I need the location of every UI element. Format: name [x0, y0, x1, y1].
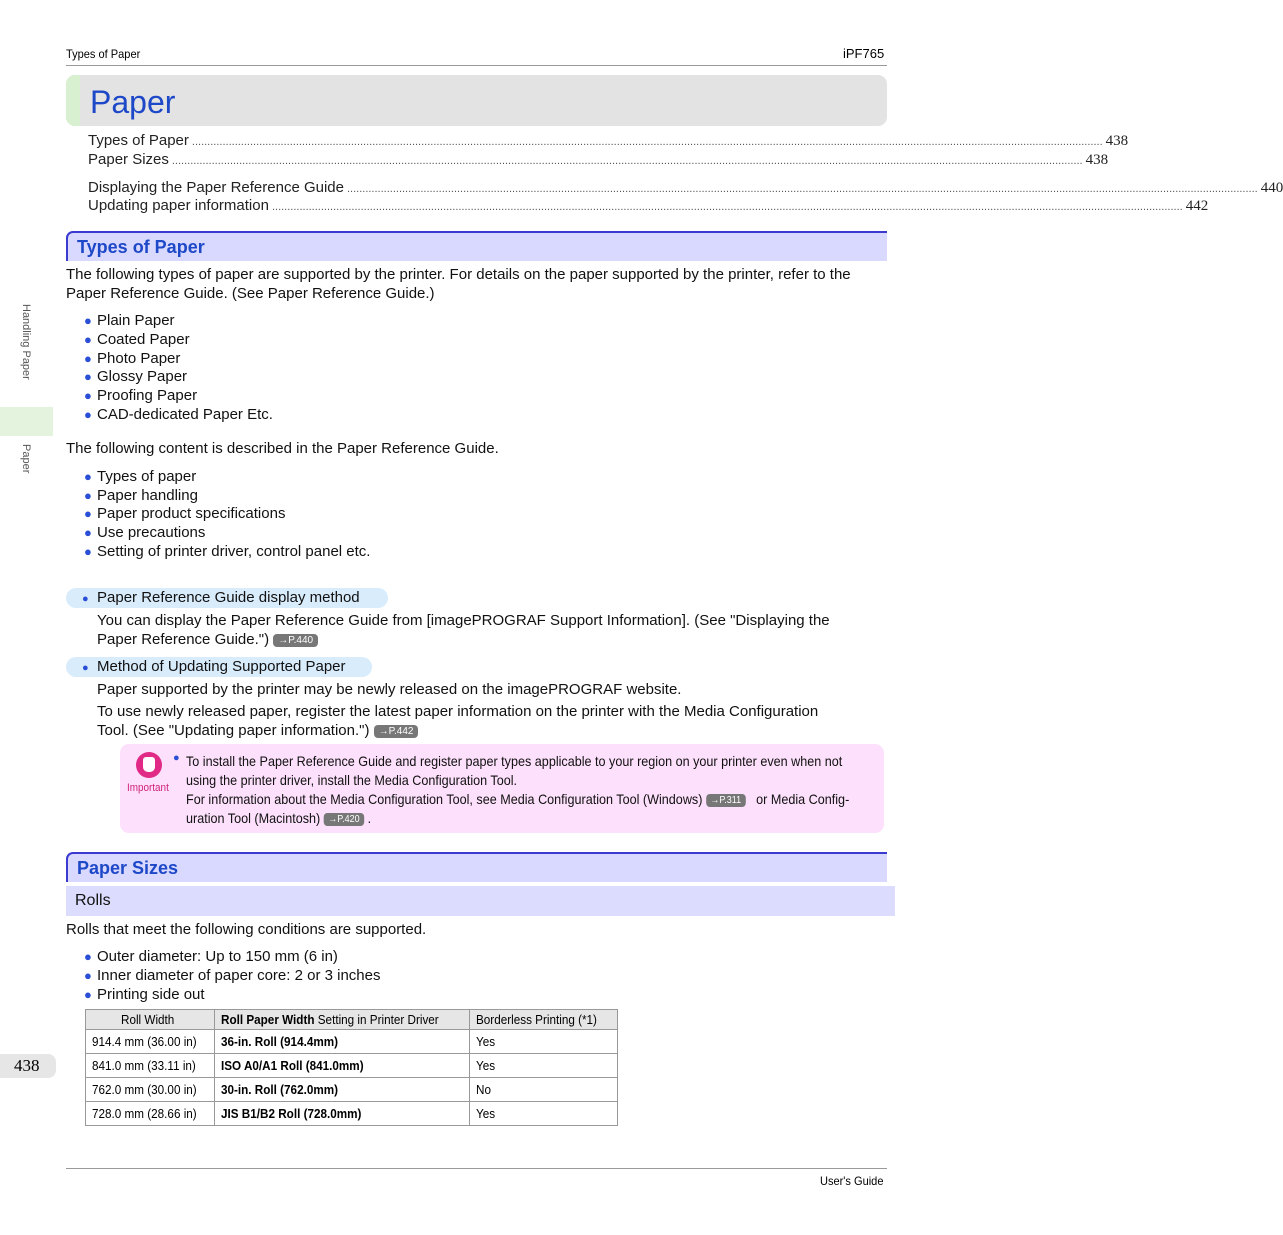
chapter-title: Paper	[90, 84, 176, 120]
table-cell: ISO A0/A1 Roll (841.0mm)	[215, 1054, 470, 1078]
content-intro: The following content is described in the Paper Reference Guide.	[66, 440, 499, 457]
toc-entry[interactable]: Types of Paper .......................................................................................................................................................................................................................................................................................................... 438	[88, 132, 1129, 149]
bullet-icon: ●	[84, 506, 92, 521]
subheading-rolls: Rolls	[66, 886, 895, 916]
footer-rule	[66, 1168, 887, 1169]
list-item: ● Photo Paper	[84, 350, 181, 367]
toc-entry[interactable]: Displaying the Paper Reference Guide .......................................................................................................................................................................................................................................................................................................... 440	[88, 179, 1283, 196]
table-cell: 914.4 mm (36.00 in)	[86, 1030, 215, 1054]
side-tab-marker	[0, 407, 53, 436]
table-header: Roll Paper Width Setting in Printer Driver	[215, 1010, 470, 1030]
important-label: Important	[127, 782, 169, 794]
bullet-icon: ●	[84, 388, 92, 403]
list-item: ● Types of paper	[84, 468, 197, 485]
table-header: Roll Width	[86, 1010, 215, 1030]
list-item: ● Inner diameter of paper core: 2 or 3 inches	[84, 967, 381, 984]
important-text: To install the Paper Reference Guide and register paper types applicable to your region on your printer even when not using the printer driver, install the Media Configuration Tool. For information about the Media Configuration Tool, see Media Configuration Tool (Windows) →P.311 or Media Config- uration Tool (Macintosh) →P.420 .	[186, 753, 850, 826]
bullet-icon: ●	[82, 662, 89, 674]
table-cell: No	[470, 1078, 617, 1102]
list-item: ● Printing side out	[84, 986, 205, 1003]
update-method-text-2: To use newly released paper, register the latest paper information on the printer with the Media Configuration Tool. (See "Updating paper information.") →P.442	[97, 703, 819, 739]
toc-entry[interactable]: Paper Sizes .......................................................................................................................................................................................................................................................................................................... 438	[88, 151, 1109, 168]
bullet-icon: ●	[173, 752, 180, 764]
important-hand-icon	[136, 752, 162, 778]
bullet-icon: ●	[84, 351, 92, 366]
list-item: ● Setting of printer driver, control panel etc.	[84, 543, 371, 560]
side-tab-section: Paper	[20, 444, 32, 474]
bullet-icon: ●	[84, 369, 92, 384]
header-rule	[66, 65, 887, 66]
bullet-icon: ●	[82, 593, 89, 605]
running-footer: User's Guide	[820, 1174, 884, 1188]
list-item: ● Coated Paper	[84, 331, 190, 348]
bullet-icon: ●	[84, 525, 92, 540]
types-intro: The following types of paper are supported by the printer. For details on the paper supported by the printer, refer to the Paper Reference Guide. (See Paper Reference Guide.)	[66, 266, 851, 302]
bullet-icon: ●	[84, 469, 92, 484]
list-item: ● Plain Paper	[84, 312, 175, 329]
table-cell: Yes	[470, 1030, 617, 1054]
page-ref-link[interactable]: →P.420	[324, 813, 364, 826]
table-cell: JIS B1/B2 Roll (728.0mm)	[215, 1102, 470, 1126]
running-header-right: iPF765	[843, 46, 885, 61]
page-number-tab: 438	[0, 1054, 56, 1078]
chapter-banner-accent	[66, 75, 80, 126]
table-cell: 30-in. Roll (762.0mm)	[215, 1078, 470, 1102]
side-tab-chapter: Handling Paper	[20, 304, 32, 380]
roll-width-table	[85, 1009, 618, 1126]
list-item: ● Glossy Paper	[84, 368, 188, 385]
bullet-icon: ●	[84, 488, 92, 503]
bullet-icon: ●	[84, 987, 92, 1002]
table-row	[86, 1054, 618, 1078]
table-cell: 36-in. Roll (914.4mm)	[215, 1030, 470, 1054]
table-cell: 762.0 mm (30.00 in)	[86, 1078, 215, 1102]
bullet-icon: ●	[84, 968, 92, 983]
table-cell: Yes	[470, 1054, 617, 1078]
bullet-icon: ●	[84, 313, 92, 328]
table-row	[86, 1078, 618, 1102]
page-ref-link[interactable]: →P.442	[374, 725, 419, 738]
table-cell: Yes	[470, 1102, 617, 1126]
page-ref-link[interactable]: →P.311	[706, 794, 746, 807]
list-item: ● Paper product specifications	[84, 505, 286, 522]
section-heading-sizes: Paper Sizes	[66, 852, 887, 882]
table-header-row	[86, 1010, 618, 1030]
update-method-label: ● Method of Updating Supported Paper	[66, 657, 372, 677]
bullet-icon: ●	[84, 949, 92, 964]
bullet-icon: ●	[84, 332, 92, 347]
list-item: ● Proofing Paper	[84, 387, 198, 404]
bullet-icon: ●	[84, 544, 92, 559]
list-item: ● Outer diameter: Up to 150 mm (6 in)	[84, 948, 338, 965]
table-cell: 841.0 mm (33.11 in)	[86, 1054, 215, 1078]
list-item: ● Paper handling	[84, 487, 198, 504]
update-method-text-1: Paper supported by the printer may be newly released on the imagePROGRAF website.	[97, 681, 682, 698]
table-row	[86, 1030, 618, 1054]
toc-entry[interactable]: Updating paper information .......................................................................................................................................................................................................................................................................................................... 442	[88, 197, 1209, 214]
bullet-icon: ●	[84, 407, 92, 422]
page-ref-link[interactable]: →P.440	[273, 634, 318, 647]
list-item: ● Use precautions	[84, 524, 206, 541]
chapter-banner	[66, 75, 887, 126]
table-row	[86, 1102, 618, 1126]
table-header: Borderless Printing (*1)	[470, 1010, 617, 1030]
rolls-intro: Rolls that meet the following conditions are supported.	[66, 921, 427, 938]
table-cell: 728.0 mm (28.66 in)	[86, 1102, 215, 1126]
running-header-left: Types of Paper	[66, 47, 141, 61]
display-method-text: You can display the Paper Reference Guide from [imagePROGRAF Support Information]. (See "Displaying the Paper Reference Guide.") →P.440	[97, 612, 830, 648]
display-method-label: ● Paper Reference Guide display method	[66, 588, 388, 608]
section-heading-types: Types of Paper	[66, 231, 887, 261]
list-item: ● CAD-dedicated Paper Etc.	[84, 406, 273, 423]
